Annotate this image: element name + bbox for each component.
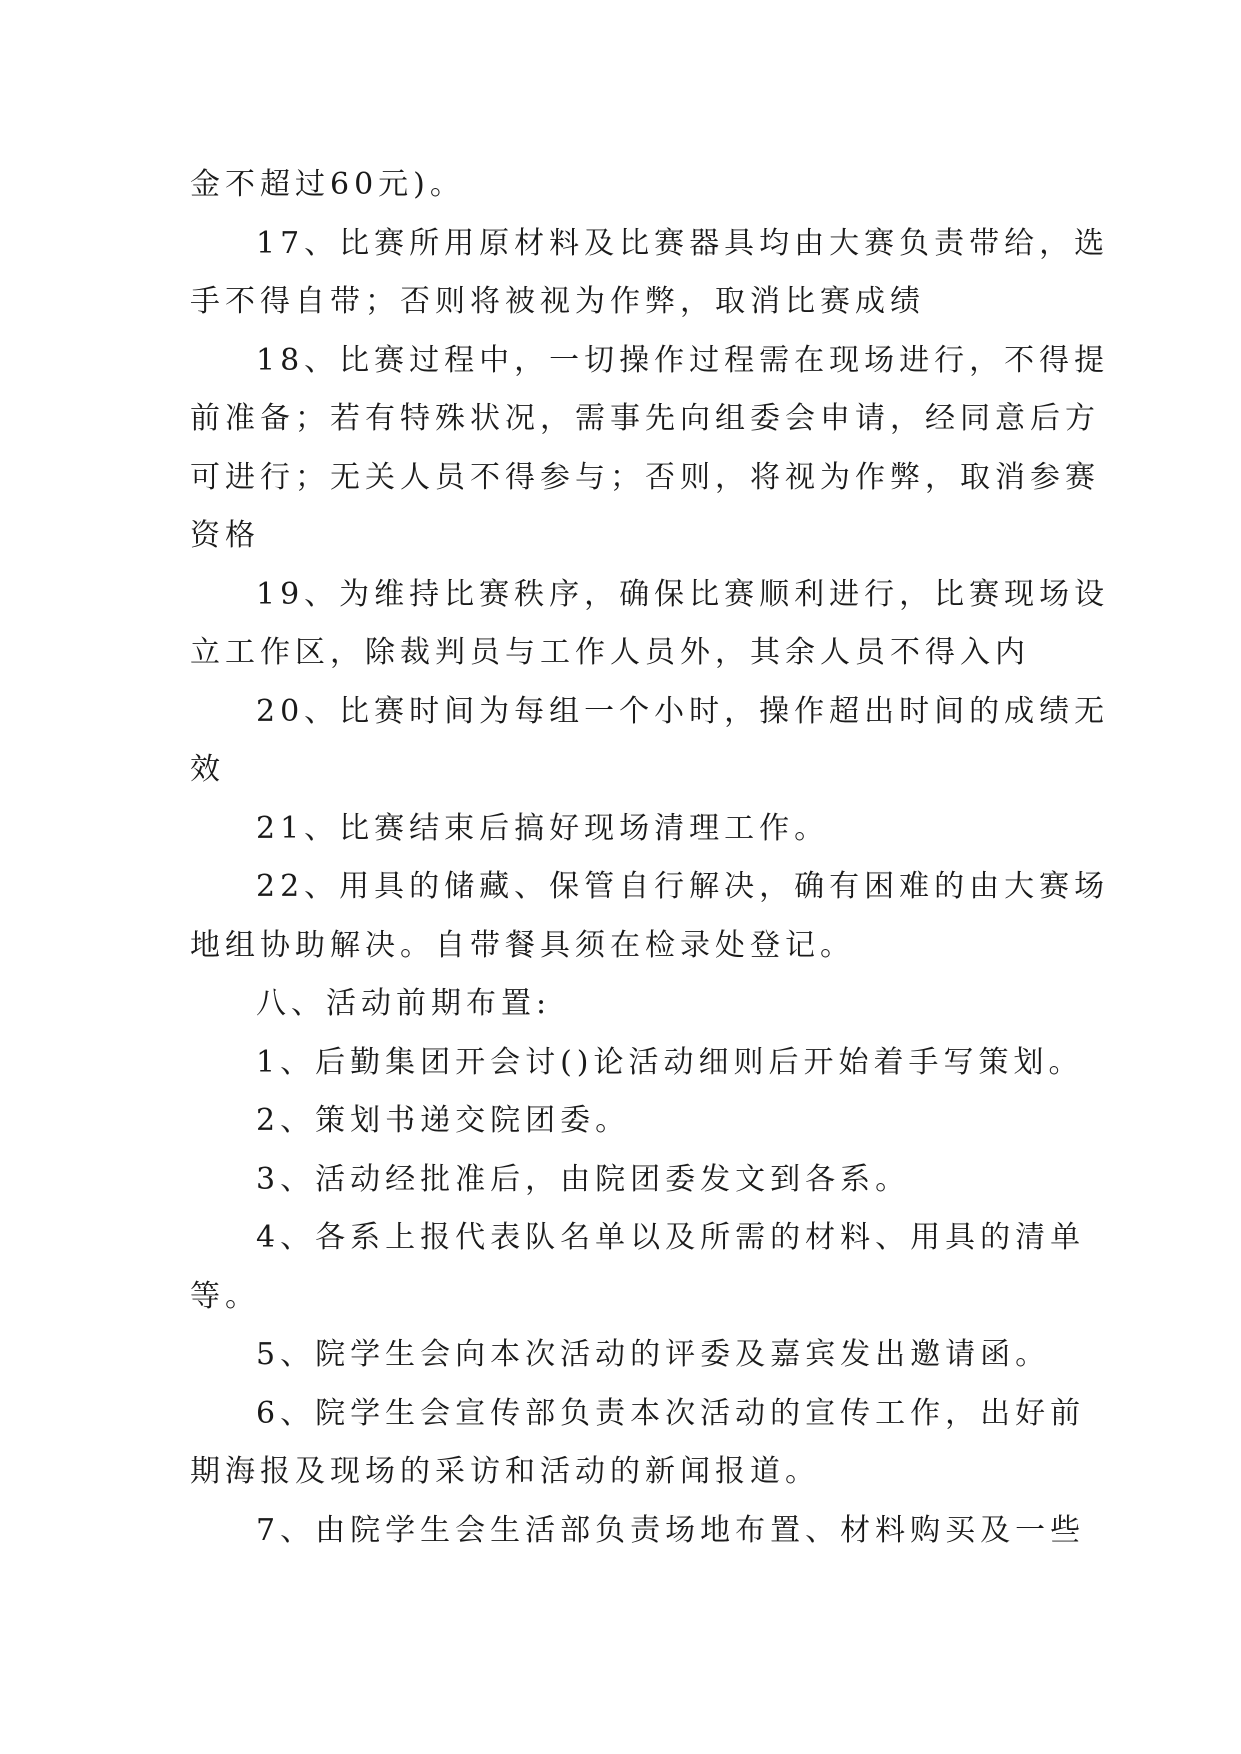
text-line: 7、由院学生会生活部负责场地布置、材料购买及一些 [256,1512,1086,1548]
text-line: 前准备；若有特殊状况，需事先向组委会申请，经同意后方 [190,401,1100,436]
text-line: 地组协助解决。自带餐具须在检录处登记。 [190,927,855,963]
text-line: 22、用具的储藏、保管自行解决，确有困难的由大赛场 [256,869,1110,904]
text-line: 金不超过60元)。 [190,167,465,202]
text-line: 20、比赛时间为每组一个小时，操作超出时间的成绩无 [256,693,1110,729]
text-line: 资格 [190,518,260,553]
text-line: 手不得自带；否则将被视为作弊，取消比赛成绩 [190,284,925,319]
document-body [190,156,1110,1560]
text-line: 1、后勤集团开会讨()论活动细则后开始着手写策划。 [256,1044,1084,1080]
text-line: 3、活动经批准后，由院团委发文到各系。 [256,1161,911,1197]
text-line: 效 [190,752,225,787]
text-line: 19、为维持比赛秩序，确保比赛顺利进行，比赛现场设 [256,576,1110,612]
text-line: 立工作区，除裁判员与工作人员外，其余人员不得入内 [190,635,1030,670]
text-line: 4、各系上报代表队名单以及所需的材料、用具的清单 [256,1220,1086,1255]
text-line: 21、比赛结束后搞好现场清理工作。 [256,810,830,846]
text-line: 等。 [190,1278,260,1314]
text-line: 18、比赛过程中，一切操作过程需在现场进行，不得提 [256,342,1110,378]
section-heading: 八、活动前期布置: [256,986,552,1021]
text-line: 17、比赛所用原材料及比赛器具均由大赛负责带给，选 [256,225,1110,261]
text-line: 6、院学生会宣传部负责本次活动的宣传工作，出好前 [256,1395,1086,1431]
text-line: 5、院学生会向本次活动的评委及嘉宾发出邀请函。 [256,1337,1051,1372]
text-line: 期海报及现场的采访和活动的新闻报道。 [190,1454,820,1489]
text-line: 2、策划书递交院团委。 [256,1103,631,1138]
text-line: 可进行；无关人员不得参与；否则，将视为作弊，取消参赛 [190,459,1100,495]
